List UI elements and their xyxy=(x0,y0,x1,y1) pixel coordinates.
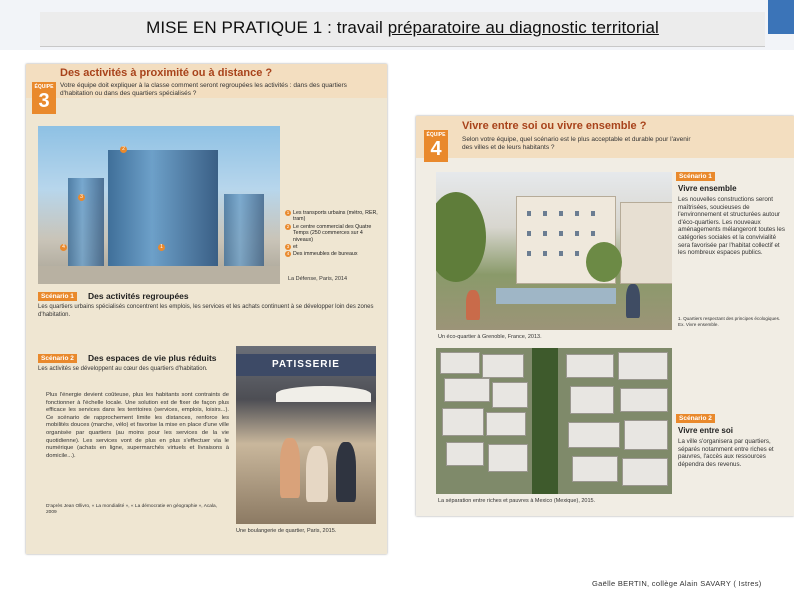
person xyxy=(280,438,300,498)
badge-number: 3 xyxy=(38,90,50,112)
green-strip xyxy=(532,348,558,494)
photo-marker-2: 3 xyxy=(78,194,85,201)
legend-text: et xyxy=(293,244,298,251)
scenario-2-tag: Scénario 2 xyxy=(38,354,77,363)
slide-title xyxy=(40,18,765,38)
scenario-1-tag: Scénario 1 xyxy=(676,172,715,181)
water-basin xyxy=(496,288,616,304)
mexico-aerial-photo xyxy=(436,348,672,494)
page-heading: Des activités à proximité ou à distance ? xyxy=(60,67,273,79)
person xyxy=(626,284,640,318)
side-building xyxy=(620,202,672,284)
source-text: D'après Jean Ollivro, « La mondialité », « La démocratie en géographie », Acala, 2009 xyxy=(46,504,218,515)
shop-sign: PATISSERIE xyxy=(236,354,376,376)
tower-building xyxy=(68,178,104,268)
legend-number: 2 xyxy=(286,223,290,229)
photo-marker-4: 4 xyxy=(60,244,67,251)
legend-text: Le centre commercial des Quatre Temps (250 commerces sur 4 niveaux) xyxy=(293,223,372,243)
author-credit: Gaëlle BERTIN, collège Alain SAVARY ( Istres) xyxy=(592,579,762,588)
scenario-2-tag: Scénario 2 xyxy=(676,414,715,423)
team-badge xyxy=(424,130,448,162)
photo-legend xyxy=(285,210,381,259)
legend-item xyxy=(285,244,381,250)
photo-caption: La Défense, Paris, 2014 xyxy=(288,276,348,282)
body-text: Plus l'énergie devient coûteuse, plus les habitants sont contraints de fonctionner à l'échelle locale. Une solution est de fixer de façon plus efficace les services dans les territoires (services, emplois, loisirs...). Ce scénario de rapprochement limite les distances, renforce les mobilités douces (marche, vélo) et favorise la mise en place d'une ville organisée par quartiers (au moins pour les services de la vie quotidienne). Les services vont de plus en plus s'effectuer via le numérique (achats en ligne, supermarchés virtuels et livraisons à domicile...). xyxy=(46,392,229,459)
legend-item xyxy=(285,210,381,223)
textbook-page-left xyxy=(26,64,387,554)
scenario-1-text: Les nouvelles constructions seront maîtrisées, soucieuses de l'environnement et structurées autour d'éco-quartiers. Les nouveaux aménagements mélangeront toutes les catégories sociales et la convivialité sera favorisée par l'habitat collectif et les nombreux espaces publics. xyxy=(678,196,785,257)
scenario-1-text: Les quartiers urbains spécialisés concentrent les emplois, les services et les achats continuent à se développer loin des zones d'habitation. xyxy=(38,304,374,318)
legend-item xyxy=(285,251,381,257)
person xyxy=(306,446,328,502)
photo-caption-2: La séparation entre riches et pauvres à Mexico (Mexique), 2015. xyxy=(438,498,596,504)
scenario-2-text: La ville s'organisera par quartiers, séparés notamment entre riches et pauvres, l'accès aux ressources dépendra des revenus. xyxy=(678,438,774,468)
corner-accent-stripe xyxy=(768,0,794,34)
legend-text: Des immeubles de bureaux xyxy=(293,251,358,258)
person xyxy=(336,442,356,502)
tree xyxy=(436,192,486,282)
scenario-2-title: Des espaces de vie plus réduits xyxy=(88,353,217,363)
cafe-caption: Une boulangerie de quartier, Paris, 2015. xyxy=(236,528,337,534)
plaza xyxy=(38,266,280,284)
photo-marker-1: 2 xyxy=(120,146,127,153)
page-heading: Vivre entre soi ou vivre ensemble ? xyxy=(462,120,647,132)
office-building xyxy=(224,194,264,268)
photo-caption-1: Un éco-quartier à Grenoble, France, 2013. xyxy=(438,334,542,340)
legend-text: Les transports urbains (métro, RER, tram) xyxy=(293,210,378,223)
legend-item xyxy=(285,224,381,243)
scenario-2-title: Vivre entre soi xyxy=(678,426,733,435)
la-defense-photo xyxy=(38,126,280,284)
scenario-1-title: Vivre ensemble xyxy=(678,184,737,193)
badge-label: ÉQUIPE xyxy=(426,132,446,138)
page-subheading: Votre équipe doit expliquer à la classe comment seront regroupées les activités : dans des quartiers d'habitation ou dans des quartiers spécialisés ? xyxy=(60,82,347,97)
legend-number: 4 xyxy=(286,251,290,257)
person xyxy=(466,290,480,320)
team-badge xyxy=(32,82,56,114)
eco-quarter-photo xyxy=(436,172,672,330)
scenario-2-text: Les activités se développent au cœur des quartiers d'habitation. xyxy=(38,366,208,372)
cafe-photo xyxy=(236,346,376,524)
tree xyxy=(586,242,622,282)
scenario-1-note: 1. Quartiers respectant des principes écologiques. Ex. Vivre ensemble. xyxy=(678,316,781,327)
badge-label: ÉQUIPE xyxy=(34,84,54,90)
photo-marker-3: 1 xyxy=(158,244,165,251)
scenario-1-tag: Scénario 1 xyxy=(38,292,77,301)
badge-number: 4 xyxy=(430,138,442,160)
legend-number: 3 xyxy=(286,244,290,250)
title-prefix: MISE EN PRATIQUE 1 : travail xyxy=(146,18,388,37)
scenario-1-title: Des activités regroupées xyxy=(88,291,189,301)
title-underlined: préparatoire au diagnostic territorial xyxy=(387,18,659,37)
umbrella xyxy=(276,386,371,402)
page-subheading: Selon votre équipe, quel scénario est le plus acceptable et durable pour l'avenir des villes et de leurs habitants ? xyxy=(462,136,691,151)
textbook-page-right xyxy=(416,116,794,516)
legend-number: 1 xyxy=(286,210,290,215)
